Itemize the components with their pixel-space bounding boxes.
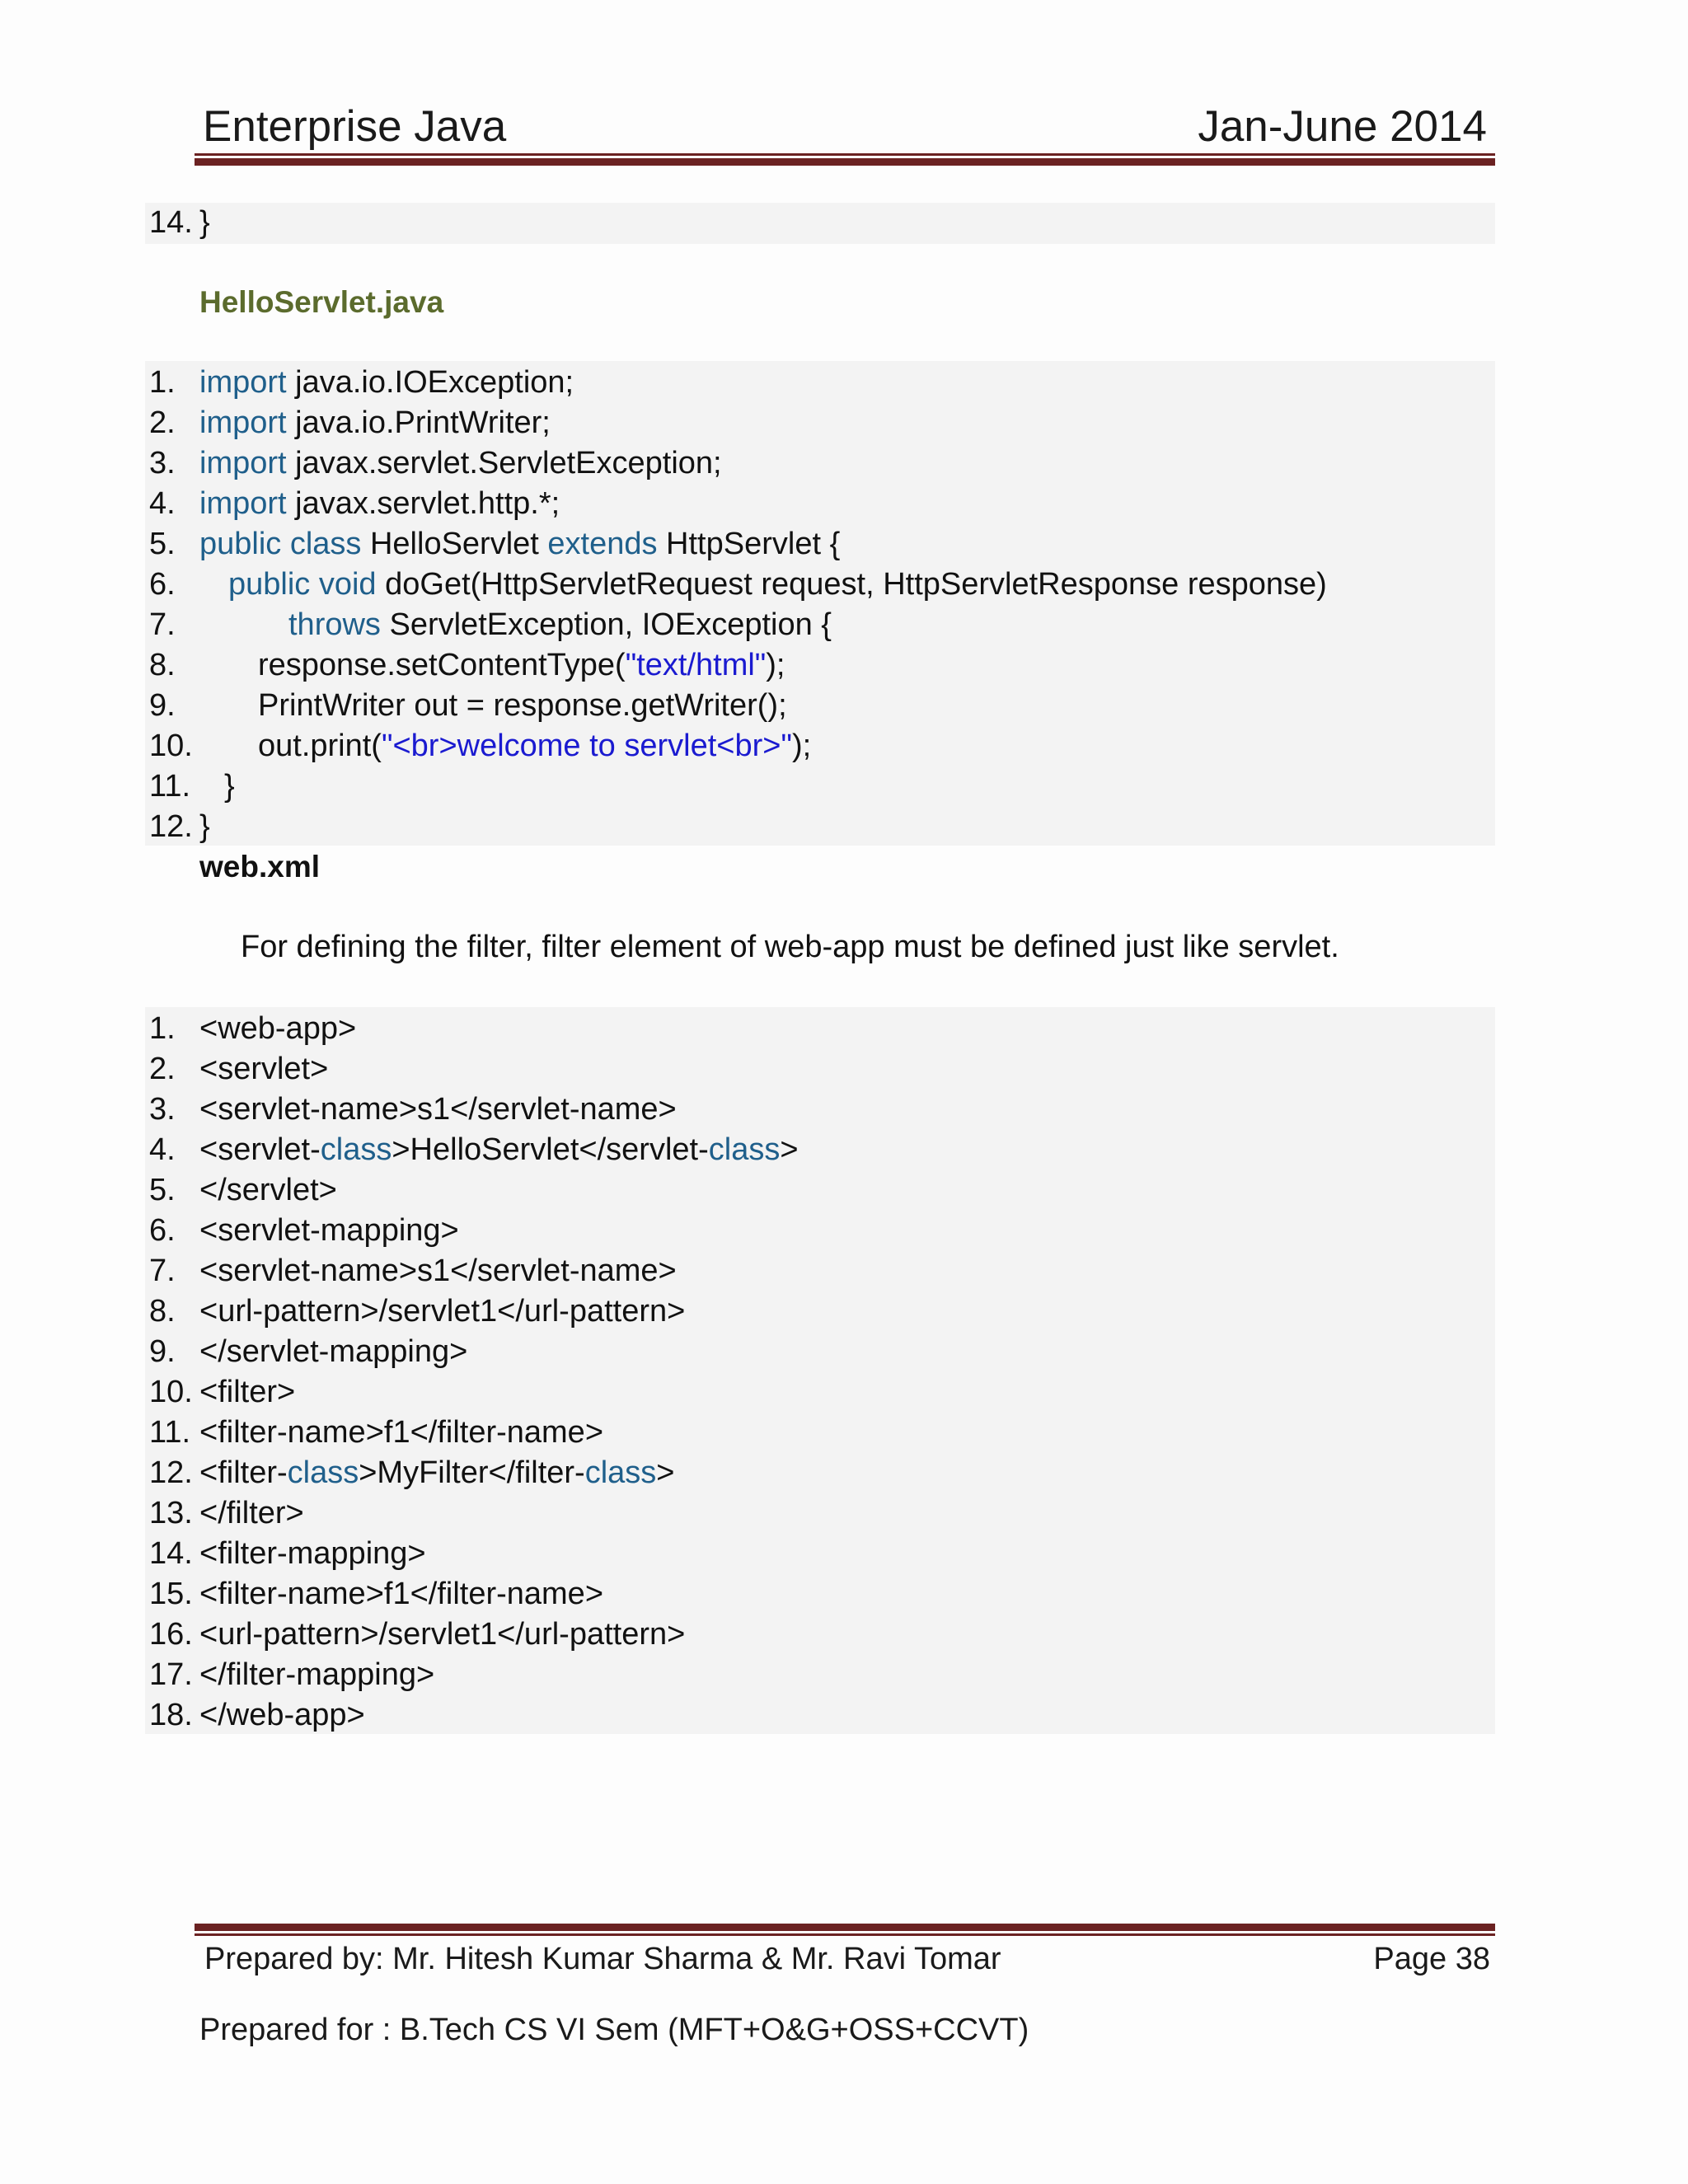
line-number: 11.: [149, 1415, 191, 1450]
code-line: [145, 1453, 675, 1493]
code-line: [145, 524, 841, 565]
line-number: 6.: [149, 567, 176, 602]
description-text: For defining the filter, filter element of web-app must be defined just like servlet.: [241, 930, 1339, 964]
line-number: 8.: [149, 1294, 176, 1329]
code-text: <url-pattern>/servlet1</url-pattern>: [199, 1294, 686, 1329]
code-line: [145, 645, 785, 686]
code-text: <servlet-name>s1</servlet-name>: [199, 1092, 677, 1127]
code-line: [145, 363, 574, 403]
code-text: }: [199, 205, 210, 240]
line-number: 8.: [149, 648, 176, 682]
header-title: Enterprise Java: [203, 102, 507, 151]
keyword-token: import: [199, 446, 287, 480]
keyword-token: extends: [547, 527, 658, 561]
code-line: [145, 766, 235, 807]
line-number: 2.: [149, 405, 176, 440]
code-line: [145, 1291, 686, 1332]
header-date: Jan-June 2014: [1198, 102, 1487, 151]
code-line: [145, 1615, 686, 1655]
code-line: [145, 484, 560, 524]
code-line: [145, 686, 787, 726]
code-block-prev: [145, 203, 1495, 244]
code-text: <web-app>: [199, 1011, 357, 1046]
code-text: <filter-class>MyFilter</filter-class>: [199, 1455, 675, 1490]
line-number: 7.: [149, 607, 176, 642]
line-number: 1.: [149, 1011, 176, 1046]
code-text: }: [224, 769, 235, 804]
code-line: [145, 1049, 329, 1090]
code-text: <url-pattern>/servlet1</url-pattern>: [199, 1617, 686, 1652]
code-line: [145, 565, 1327, 605]
line-number: 10.: [149, 729, 193, 763]
keyword-token: class: [708, 1132, 781, 1167]
code-line: [145, 1493, 304, 1534]
code-line: [145, 403, 551, 443]
line-number: 12.: [149, 809, 193, 844]
code-line: [145, 1211, 459, 1251]
code-line: [145, 807, 210, 847]
footer-page-number: Page 38: [1373, 1942, 1490, 1976]
code-line: [145, 1130, 799, 1170]
footer-prepared-for: Prepared for : B.Tech CS VI Sem (MFT+O&G+OSS+CCVT): [199, 2013, 1029, 2047]
code-text: <servlet>: [199, 1052, 329, 1086]
line-number: 14.: [149, 1536, 193, 1571]
code-line: [145, 1090, 677, 1130]
code-line: [145, 1534, 426, 1574]
line-number: 2.: [149, 1052, 176, 1086]
code-text: </servlet-mapping>: [199, 1334, 468, 1369]
code-text: </filter>: [199, 1496, 304, 1530]
line-number: 12.: [149, 1455, 193, 1490]
code-line: [145, 1251, 677, 1291]
footer-prepared-by: Prepared by: Mr. Hitesh Kumar Sharma & Mr. Ravi Tomar: [204, 1942, 1001, 1976]
filename-hello-servlet: HelloServlet.java: [199, 285, 444, 319]
string-token: "<br>welcome to servlet<br>": [381, 729, 792, 763]
code-line: [145, 443, 722, 484]
code-text: response.setContentType("text/html");: [258, 648, 785, 682]
keyword-token: public void: [228, 567, 377, 602]
code-text: <filter>: [199, 1375, 296, 1409]
line-number: 5.: [149, 1173, 176, 1207]
code-text: <filter-name>f1</filter-name>: [199, 1415, 604, 1450]
code-text: <filter-name>f1</filter-name>: [199, 1577, 604, 1611]
code-line: [145, 1372, 296, 1413]
line-number: 9.: [149, 688, 176, 723]
code-line: [145, 726, 812, 766]
keyword-token: import: [199, 365, 287, 400]
code-text: import javax.servlet.ServletException;: [199, 446, 722, 480]
code-line: [145, 1413, 604, 1453]
line-number: 6.: [149, 1213, 176, 1248]
line-number: 5.: [149, 527, 176, 561]
code-line: [145, 605, 832, 645]
code-line: [145, 1695, 365, 1736]
line-number: 18.: [149, 1698, 193, 1732]
keyword-token: throws: [288, 607, 381, 642]
line-number: 3.: [149, 446, 176, 480]
line-number: 16.: [149, 1617, 193, 1652]
keyword-token: public class: [199, 527, 362, 561]
code-line: [145, 1009, 357, 1049]
code-text: import java.io.IOException;: [199, 365, 574, 400]
line-number: 4.: [149, 1132, 176, 1167]
line-number: 9.: [149, 1334, 176, 1369]
code-text: out.print("<br>welcome to servlet<br>");: [258, 729, 812, 763]
line-number: 1.: [149, 365, 176, 400]
code-text: throws ServletException, IOException {: [288, 607, 832, 642]
keyword-token: import: [199, 486, 287, 521]
line-number: 3.: [149, 1092, 176, 1127]
code-text: <servlet-mapping>: [199, 1213, 459, 1248]
code-block-web-xml: [145, 1007, 1495, 1734]
code-text: public class HelloServlet extends HttpServlet {: [199, 527, 841, 561]
code-block-hello-servlet: [145, 361, 1495, 846]
header-rule-thick: [195, 158, 1495, 166]
keyword-token: class: [584, 1455, 657, 1490]
footer-rule-thick: [195, 1924, 1495, 1931]
line-number: 14.: [149, 205, 193, 240]
footer-rule-thin: [195, 1933, 1495, 1936]
code-line: [145, 1170, 337, 1211]
line-number: 17.: [149, 1657, 193, 1692]
code-text: import java.io.PrintWriter;: [199, 405, 551, 440]
code-text: PrintWriter out = response.getWriter();: [258, 688, 787, 723]
keyword-token: class: [320, 1132, 392, 1167]
line-number: 4.: [149, 486, 176, 521]
header-rule-thin: [195, 153, 1495, 156]
code-text: <servlet-name>s1</servlet-name>: [199, 1254, 677, 1288]
line-number: 11.: [149, 769, 191, 804]
filename-web-xml: web.xml: [199, 850, 320, 883]
code-text: <servlet-class>HelloServlet</servlet-class>: [199, 1132, 799, 1167]
code-text: </servlet>: [199, 1173, 337, 1207]
code-text: import javax.servlet.http.*;: [199, 486, 560, 521]
code-text: public void doGet(HttpServletRequest request, HttpServletResponse response): [228, 567, 1327, 602]
code-text: </filter-mapping>: [199, 1657, 435, 1692]
code-line: [145, 1574, 604, 1615]
code-text: </web-app>: [199, 1698, 365, 1732]
keyword-token: import: [199, 405, 287, 440]
code-line: [145, 203, 210, 243]
line-number: 10.: [149, 1375, 193, 1409]
line-number: 15.: [149, 1577, 193, 1611]
code-text: }: [199, 809, 210, 844]
code-line: [145, 1655, 435, 1695]
string-token: "text/html": [625, 648, 767, 682]
line-number: 13.: [149, 1496, 193, 1530]
code-line: [145, 1332, 468, 1372]
keyword-token: class: [287, 1455, 359, 1490]
line-number: 7.: [149, 1254, 176, 1288]
code-text: <filter-mapping>: [199, 1536, 426, 1571]
